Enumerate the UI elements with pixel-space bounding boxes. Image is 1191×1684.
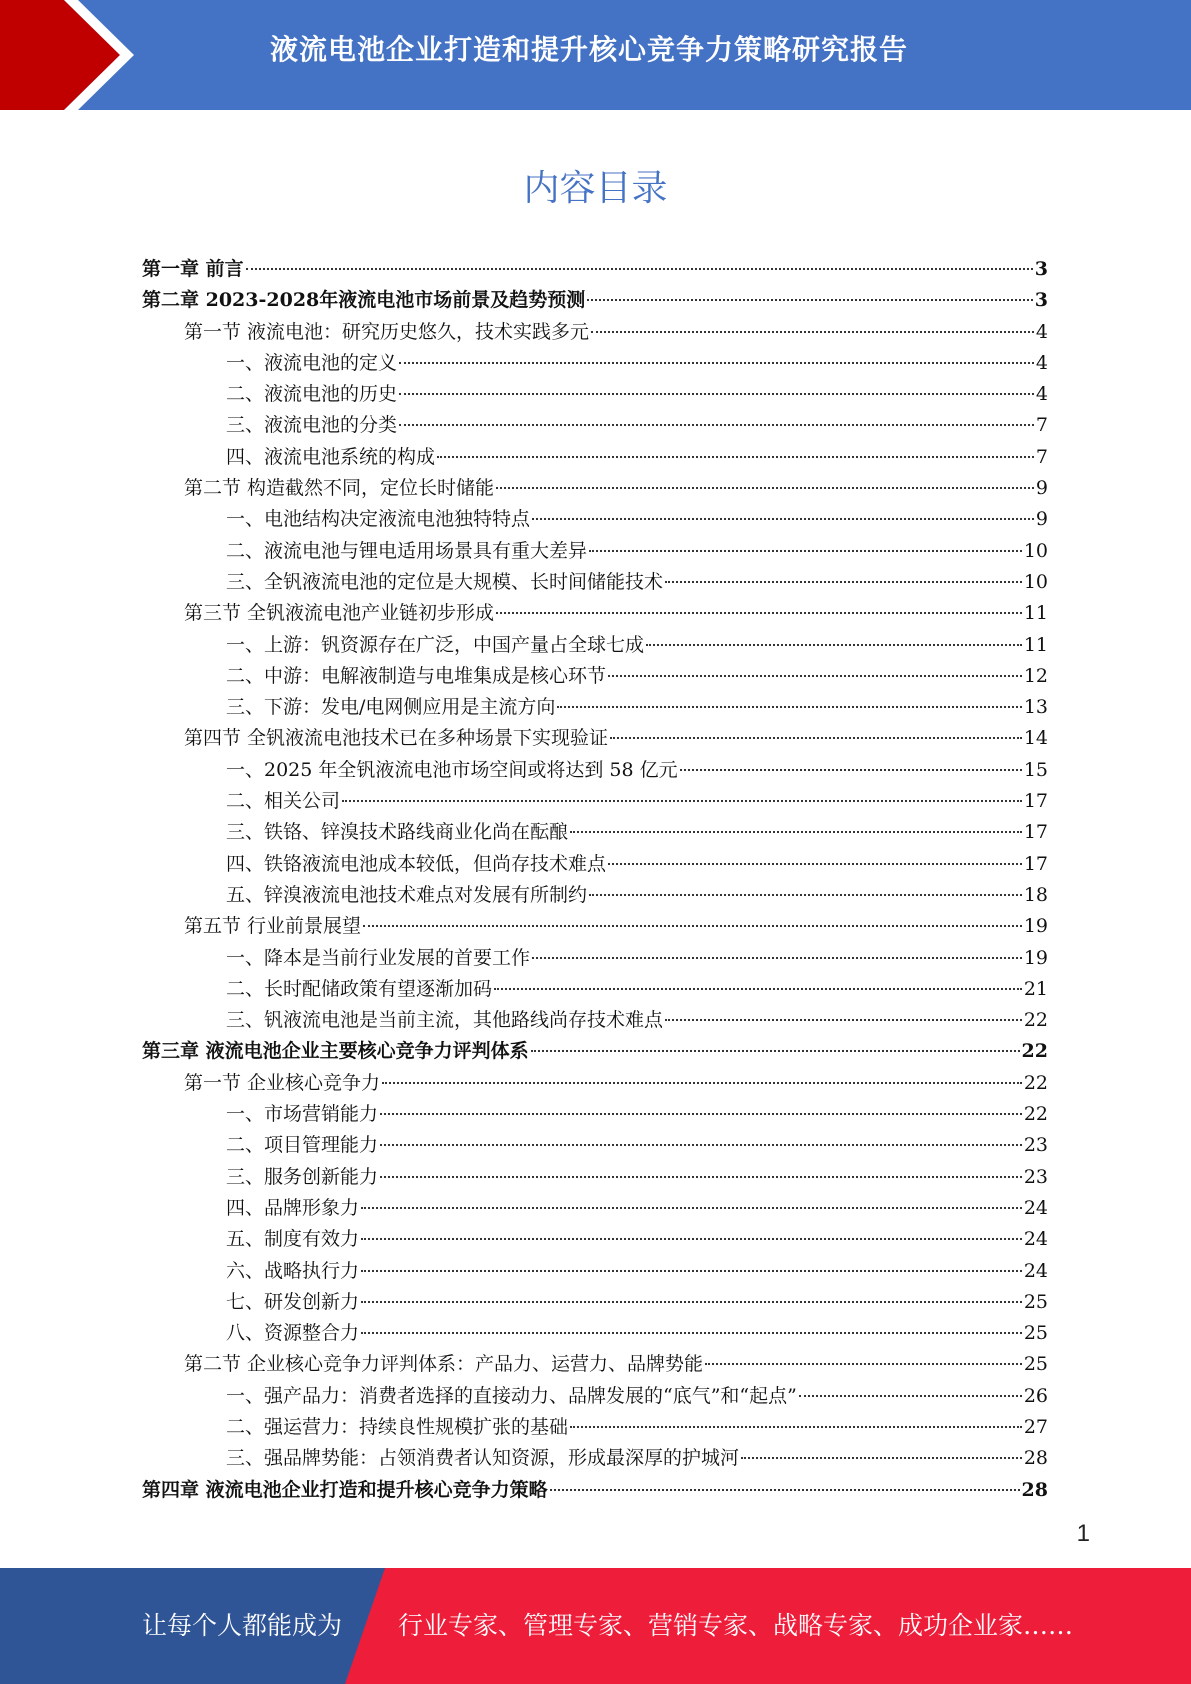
toc-leader-dots xyxy=(361,1270,1022,1272)
toc-leader-dots xyxy=(494,988,1022,990)
toc-entry-page: 22 xyxy=(1023,1071,1048,1094)
toc-entry[interactable] xyxy=(142,1036,1048,1067)
toc-entry[interactable] xyxy=(142,1005,1048,1036)
toc-leader-dots xyxy=(363,925,1022,927)
toc-entry-page: 28 xyxy=(1023,1447,1048,1470)
toc-entry[interactable] xyxy=(142,473,1048,504)
toc-entry-text: 第一节 液流电池：研究历史悠久，技术实践多元 xyxy=(184,320,590,343)
toc-entry-text: 三、液流电池的分类 xyxy=(226,414,398,437)
toc-entry-text: 三、钒液流电池是当前主流，其他路线尚存技术难点 xyxy=(226,1009,664,1032)
toc-entry-text: 二、液流电池与锂电适用场景具有重大差异 xyxy=(226,539,588,562)
toc-entry[interactable] xyxy=(142,254,1048,285)
toc-entry-page: 12 xyxy=(1023,664,1048,687)
toc-entry[interactable] xyxy=(142,598,1048,629)
toc-entry-page: 9 xyxy=(1035,477,1048,500)
toc-entry-page: 15 xyxy=(1023,758,1048,781)
toc-entry-page: 19 xyxy=(1023,915,1048,938)
toc-entry-page: 22 xyxy=(1023,1103,1048,1126)
toc-leader-dots xyxy=(380,1113,1022,1115)
toc-entry-page: 23 xyxy=(1023,1134,1048,1157)
toc-leader-dots xyxy=(532,518,1034,520)
toc-entry-text: 五、锌溴液流电池技术难点对发展有所制约 xyxy=(226,883,588,906)
toc-entry[interactable] xyxy=(142,911,1048,942)
toc-leader-dots xyxy=(342,800,1022,802)
toc-leader-dots xyxy=(532,957,1022,959)
toc-entry[interactable] xyxy=(142,1224,1048,1255)
toc-entry[interactable] xyxy=(142,817,1048,848)
toc-entry-text: 第一章 前言 xyxy=(142,258,244,280)
toc-entry-text: 二、相关公司 xyxy=(226,790,341,813)
toc-leader-dots xyxy=(799,1395,1022,1397)
toc-entry-page: 3 xyxy=(1034,258,1048,280)
toc-entry-page: 19 xyxy=(1023,946,1048,969)
toc-entry[interactable] xyxy=(142,1475,1048,1506)
toc-entry-page: 4 xyxy=(1035,320,1048,343)
toc-entry-page: 18 xyxy=(1023,883,1048,906)
toc-entry[interactable] xyxy=(142,410,1048,441)
table-of-contents xyxy=(142,254,1048,1506)
toc-entry[interactable] xyxy=(142,1068,1048,1099)
toc-leader-dots xyxy=(557,706,1021,708)
toc-entry-page: 25 xyxy=(1023,1322,1048,1345)
toc-entry[interactable] xyxy=(142,348,1048,379)
toc-entry[interactable] xyxy=(142,630,1048,661)
toc-entry[interactable] xyxy=(142,1162,1048,1193)
toc-entry[interactable] xyxy=(142,1443,1048,1474)
toc-entry-text: 六、战略执行力 xyxy=(226,1259,360,1282)
toc-leader-dots xyxy=(570,831,1022,833)
toc-entry-text: 二、液流电池的历史 xyxy=(226,383,398,406)
toc-leader-dots xyxy=(608,863,1022,865)
toc-entry[interactable] xyxy=(142,1256,1048,1287)
toc-leader-dots xyxy=(361,1332,1022,1334)
toc-leader-dots xyxy=(361,1301,1022,1303)
toc-leader-dots xyxy=(680,769,1022,771)
toc-entry-page: 24 xyxy=(1023,1196,1048,1219)
toc-entry-text: 二、长时配储政策有望逐渐加码 xyxy=(226,977,493,1000)
toc-entry-text: 三、全钒液流电池的定位是大规模、长时间储能技术 xyxy=(226,570,664,593)
toc-entry-page: 17 xyxy=(1023,821,1048,844)
toc-leader-dots xyxy=(399,424,1034,426)
toc-entry[interactable] xyxy=(142,567,1048,598)
toc-entry[interactable] xyxy=(142,943,1048,974)
toc-leader-dots xyxy=(589,894,1022,896)
toc-entry-text: 五、制度有效力 xyxy=(226,1228,360,1251)
toc-leader-dots xyxy=(246,268,1033,270)
red-chevron-icon xyxy=(0,0,160,110)
toc-entry-text: 第四节 全钒液流电池技术已在多种场景下实现验证 xyxy=(184,727,609,750)
toc-entry-text: 一、降本是当前行业发展的首要工作 xyxy=(226,946,531,969)
toc-leader-dots xyxy=(496,612,1022,614)
toc-leader-dots xyxy=(437,456,1034,458)
toc-entry-text: 第四章 液流电池企业打造和提升核心竞争力策略 xyxy=(142,1478,548,1501)
toc-entry-text: 三、铁铬、锌溴技术路线商业化尚在酝酿 xyxy=(226,821,569,844)
report-title: 液流电池企业打造和提升核心竞争力策略研究报告 xyxy=(270,33,909,66)
toc-entry-text: 四、液流电池系统的构成 xyxy=(226,445,436,468)
toc-entry-page: 4 xyxy=(1035,351,1048,374)
toc-entry-page: 4 xyxy=(1035,383,1048,406)
toc-entry-text: 三、下游：发电/电网侧应用是主流方向 xyxy=(226,696,556,719)
toc-leader-dots xyxy=(531,1050,1020,1052)
toc-leader-dots xyxy=(589,550,1022,552)
toc-entry-page: 7 xyxy=(1035,414,1048,437)
toc-entry-text: 二、强运营力：持续良性规模扩张的基础 xyxy=(226,1415,569,1438)
toc-entry[interactable] xyxy=(142,1193,1048,1224)
toc-entry-text: 一、市场营销能力 xyxy=(226,1103,379,1126)
toc-entry-text: 第一节 企业核心竞争力 xyxy=(184,1071,381,1094)
toc-leader-dots xyxy=(587,299,1033,301)
toc-entry-page: 14 xyxy=(1023,727,1048,750)
toc-heading: 内容目录 xyxy=(523,168,668,209)
toc-entry[interactable] xyxy=(142,692,1048,723)
toc-entry-text: 二、中游：电解液制造与电堆集成是核心环节 xyxy=(226,664,607,687)
toc-entry-text: 第二节 企业核心竞争力评判体系：产品力、运营力、品牌势能 xyxy=(184,1353,704,1376)
toc-leader-dots xyxy=(382,1082,1022,1084)
toc-entry-page: 17 xyxy=(1023,790,1048,813)
toc-entry-page: 21 xyxy=(1023,977,1048,1000)
toc-entry-text: 一、上游：钒资源存在广泛，中国产量占全球七成 xyxy=(226,633,645,656)
toc-leader-dots xyxy=(705,1363,1022,1365)
toc-leader-dots xyxy=(550,1489,1020,1491)
toc-leader-dots xyxy=(361,1207,1022,1209)
toc-entry-text: 一、液流电池的定义 xyxy=(226,351,398,374)
toc-leader-dots xyxy=(608,675,1022,677)
toc-entry-text: 四、铁铬液流电池成本较低，但尚存技术难点 xyxy=(226,852,607,875)
toc-leader-dots xyxy=(380,1144,1022,1146)
toc-entry[interactable] xyxy=(142,317,1048,348)
toc-entry[interactable] xyxy=(142,1412,1048,1443)
toc-leader-dots xyxy=(570,1426,1022,1428)
toc-leader-dots xyxy=(665,1019,1022,1021)
toc-entry-page: 27 xyxy=(1023,1415,1048,1438)
page-footer xyxy=(0,1568,1191,1684)
toc-entry[interactable] xyxy=(142,285,1048,316)
toc-entry-page: 24 xyxy=(1023,1259,1048,1282)
toc-entry[interactable] xyxy=(142,723,1048,754)
toc-entry-page: 24 xyxy=(1023,1228,1048,1251)
toc-entry[interactable] xyxy=(142,379,1048,410)
toc-leader-dots xyxy=(361,1238,1022,1240)
toc-entry-page: 11 xyxy=(1023,602,1048,625)
toc-entry-page: 3 xyxy=(1034,289,1048,312)
footer-slogan-left: 让每个人都能成为 xyxy=(142,1611,343,1640)
toc-entry[interactable] xyxy=(142,755,1048,786)
toc-entry[interactable] xyxy=(142,974,1048,1005)
toc-entry-text: 八、资源整合力 xyxy=(226,1322,360,1345)
toc-entry-page: 23 xyxy=(1023,1165,1048,1188)
toc-entry-text: 二、项目管理能力 xyxy=(226,1134,379,1157)
toc-entry-text: 一、2025 年全钒液流电池市场空间或将达到 58 亿元 xyxy=(226,758,678,781)
toc-entry[interactable] xyxy=(142,1099,1048,1130)
toc-entry-page: 7 xyxy=(1035,445,1048,468)
toc-entry[interactable] xyxy=(142,849,1048,880)
toc-leader-dots xyxy=(610,737,1022,739)
toc-entry-text: 一、强产品力：消费者选择的直接动力、品牌发展的“底气”和“起点” xyxy=(226,1384,797,1407)
toc-entry-page: 11 xyxy=(1023,633,1048,656)
toc-entry-text: 三、强品牌势能：占领消费者认知资源，形成最深厚的护城河 xyxy=(226,1447,740,1470)
toc-entry-page: 28 xyxy=(1021,1478,1048,1501)
toc-leader-dots xyxy=(741,1457,1022,1459)
toc-entry-page: 17 xyxy=(1023,852,1048,875)
toc-leader-dots xyxy=(496,487,1034,489)
toc-entry-text: 第二节 构造截然不同，定位长时储能 xyxy=(184,477,495,500)
toc-entry[interactable] xyxy=(142,786,1048,817)
toc-entry-text: 第三节 全钒液流电池产业链初步形成 xyxy=(184,602,495,625)
toc-entry[interactable] xyxy=(142,661,1048,692)
toc-entry-text: 三、服务创新能力 xyxy=(226,1165,379,1188)
toc-entry-page: 10 xyxy=(1023,539,1048,562)
toc-entry[interactable] xyxy=(142,1381,1048,1412)
toc-leader-dots xyxy=(399,362,1034,364)
page-number: 1 xyxy=(1076,1520,1090,1547)
toc-leader-dots xyxy=(399,393,1034,395)
footer-slogan-right: 行业专家、管理专家、营销专家、战略专家、成功企业家…… xyxy=(398,1611,1074,1640)
toc-entry-page: 25 xyxy=(1023,1353,1048,1376)
toc-entry[interactable] xyxy=(142,536,1048,567)
toc-entry-text: 第五节 行业前景展望 xyxy=(184,915,362,938)
toc-entry-text: 一、电池结构决定液流电池独特特点 xyxy=(226,508,531,531)
toc-entry-text: 第二章 2023-2028年液流电池市场前景及趋势预测 xyxy=(142,289,586,312)
toc-entry-text: 第三章 液流电池企业主要核心竞争力评判体系 xyxy=(142,1040,529,1063)
toc-entry[interactable] xyxy=(142,1130,1048,1161)
toc-entry-text: 七、研发创新力 xyxy=(226,1290,360,1313)
toc-entry-page: 22 xyxy=(1021,1040,1048,1063)
toc-entry-page: 26 xyxy=(1023,1384,1048,1407)
toc-leader-dots xyxy=(380,1176,1022,1178)
toc-entry-page: 10 xyxy=(1023,570,1048,593)
toc-entry[interactable] xyxy=(142,442,1048,473)
toc-entry-page: 9 xyxy=(1035,508,1048,531)
toc-entry[interactable] xyxy=(142,1287,1048,1318)
toc-entry[interactable] xyxy=(142,1349,1048,1380)
toc-entry-page: 13 xyxy=(1023,696,1048,719)
toc-entry-page: 25 xyxy=(1023,1290,1048,1313)
toc-entry[interactable] xyxy=(142,504,1048,535)
toc-entry-page: 22 xyxy=(1023,1009,1048,1032)
toc-entry-text: 四、品牌形象力 xyxy=(226,1196,360,1219)
toc-leader-dots xyxy=(665,581,1022,583)
toc-entry[interactable] xyxy=(142,880,1048,911)
page-header xyxy=(0,0,1191,110)
toc-entry[interactable] xyxy=(142,1318,1048,1349)
toc-leader-dots xyxy=(646,644,1022,646)
toc-leader-dots xyxy=(591,331,1034,333)
